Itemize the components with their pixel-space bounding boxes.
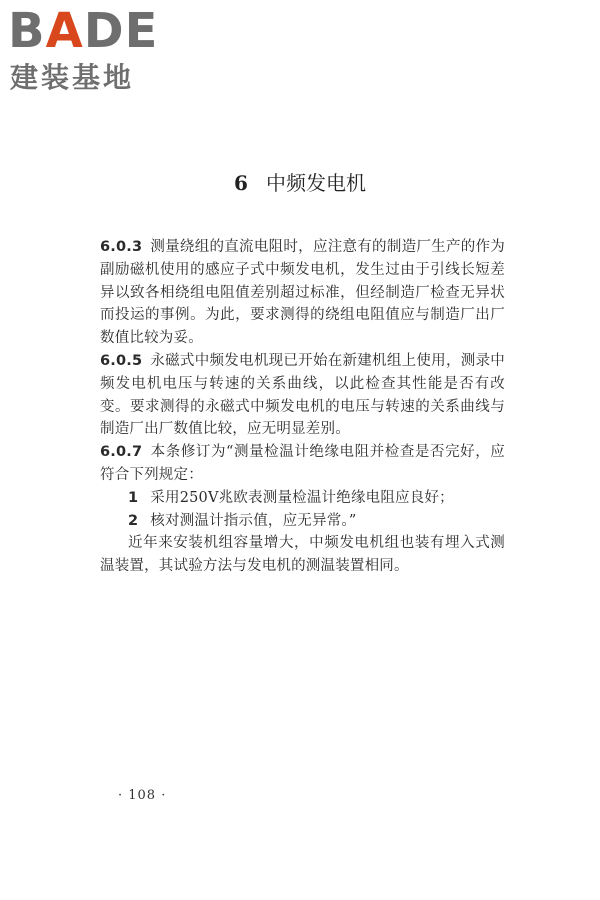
clause-number: 6.0.5 [100, 352, 143, 369]
clause-text: 测量绕组的直流电阻时，应注意有的制造厂生产的作为副励磁机使用的感应子式中频发电机，发生过由于引线长短差异以致各相绕组电阻值差别超过标准，但经制造厂检查无异状而投运的事例。为此，要求测得的绕组电阻值应与制造厂出厂数值比较为妥。 [100, 239, 505, 347]
list-item [100, 487, 505, 510]
clause-paragraph [100, 441, 505, 487]
page-number: · 108 · [118, 788, 167, 803]
document-body [100, 236, 505, 578]
item-number: 1 [128, 489, 139, 506]
clause-number: 6.0.3 [100, 239, 143, 255]
logo-letter-a: A [45, 3, 84, 59]
clause-text: 永磁式中频发电机现已开始在新建机组上使用，测录中频发电机电压与转速的关系曲线，以此检查其性能是否有改变。要求测得的永磁式中频发电机的电压与转速的关系曲线与制造厂出厂数值比较，应无明显差别。 [100, 352, 505, 438]
item-text: 采用250V兆欧表测量检温计绝缘电阻应良好； [150, 489, 454, 506]
clause-paragraph [100, 350, 505, 441]
chapter-heading [0, 170, 600, 196]
logo-wordmark [8, 3, 159, 59]
logo-letters-de: DE [83, 3, 159, 59]
chapter-title: 中频发电机 [265, 171, 366, 195]
clause-number: 6.0.7 [100, 444, 143, 461]
clause-text: 本条修订为“测量检温计绝缘电阻并检查是否完好，应符合下列规定： [100, 444, 505, 483]
list-item [100, 510, 505, 533]
clause-paragraph [100, 236, 505, 350]
chapter-number: 6 [234, 171, 248, 195]
logo-subtitle: 建装基地 [10, 61, 135, 94]
item-number: 2 [128, 512, 139, 529]
closing-paragraph: 近年来安装机组容量增大，中频发电机组也装有埋入式测温装置，其试验方法与发电机的测温装置相同。 [100, 535, 505, 575]
bade-logo [8, 3, 178, 96]
item-text: 核对测温计指示值，应无异常。” [150, 512, 357, 529]
logo-letter-b: B [8, 3, 46, 59]
